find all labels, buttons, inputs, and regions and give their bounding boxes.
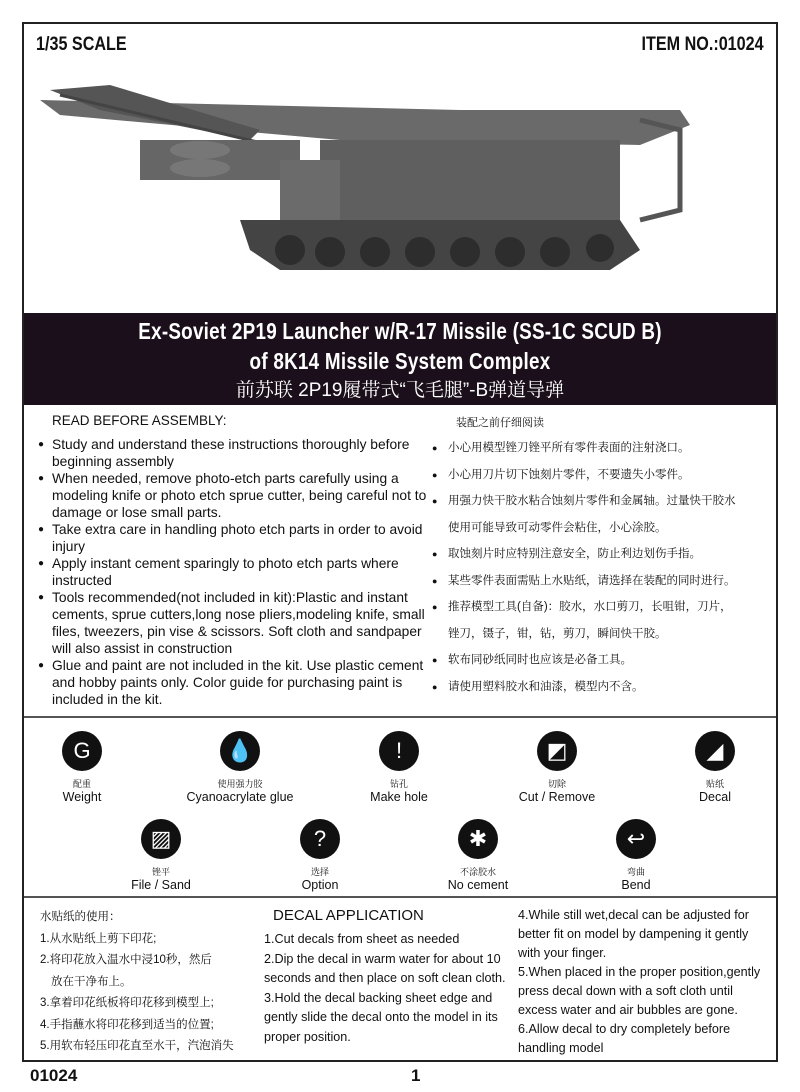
symbol-label-cn: 钻孔 xyxy=(389,779,408,789)
decal-steps-right xyxy=(518,906,773,1058)
list-item: ● 推荐模型工具(自备)：胶水，水口剪刀，长咀钳，刀片， xyxy=(432,594,772,621)
item-number: ITEM NO.:01024 xyxy=(641,34,764,55)
list-item: ● 用强力快干胶水粘合蚀刻片零件和金属轴。过量快干胶水 xyxy=(432,488,772,515)
list-item: ● 小心用刀片切下蚀刻片零件，不要遗失小零件。 xyxy=(432,462,772,489)
footer-item-number: 01024 xyxy=(30,1066,78,1085)
list-item: ● 小心用模型锉刀锉平所有零件表面的注射浇口。 xyxy=(432,435,772,462)
drill-icon: ! xyxy=(379,731,419,771)
launcher-vehicle-illustration xyxy=(40,70,740,290)
symbol-label: No cement xyxy=(447,878,509,892)
symbol-label-cn: 配重 xyxy=(72,779,91,789)
list-item: 3.拿着印花纸板将印花移到模型上; xyxy=(40,997,214,1009)
hole-symbol xyxy=(324,731,474,804)
bend-icon: ↩ xyxy=(616,819,656,859)
symbol-label-cn: 不涂胶水 xyxy=(459,867,496,877)
list-item: ● Glue and paint are not included in the kit. Use plastic cement and hobby paints only. Color guide for purchasing paint is included in the kit. xyxy=(38,657,428,708)
list-item: 4.手指蘸水将印花移到适当的位置; xyxy=(40,1018,214,1031)
list-item: ● Take extra care in handling photo etch parts in order to avoid injury xyxy=(38,521,428,555)
read-before-list xyxy=(38,436,428,708)
no-cement-icon: ✱ xyxy=(458,819,498,859)
question-icon: ? xyxy=(300,819,340,859)
list-item: 3.Hold the decal backing sheet edge and gently slide the decal onto the model in its proper position. xyxy=(264,990,498,1044)
decal-symbol xyxy=(640,731,790,804)
list-item: 5.用软布轻压印花直至水干，汽泡消失 xyxy=(40,1040,234,1052)
cut-symbol xyxy=(482,731,632,804)
list-item: 放在干净布上。 xyxy=(51,975,132,988)
symbol-label-cn: 使用强力胶 xyxy=(217,779,263,789)
decal-icon: ◢ xyxy=(695,731,735,771)
title-line-2: of 8K14 Missile System Complex xyxy=(249,348,551,374)
title-chinese: 前苏联 2P19履带式“飞毛腿”-B弹道导弹 xyxy=(235,380,565,401)
divider xyxy=(24,896,776,898)
list-item: ● When needed, remove photo-etch parts carefully using a modeling knife or photo etch sprue cutter, being careful not to damage or lose small parts. xyxy=(38,470,428,521)
list-item: 1.从水贴纸上剪下印花; xyxy=(40,932,157,945)
read-before-heading: READ BEFORE ASSEMBLY: xyxy=(52,413,227,428)
decal-steps-left xyxy=(264,930,514,1047)
list-item: 使用可能导致可动零件会粘住，小心涂胶。 xyxy=(448,521,667,534)
file-symbol xyxy=(86,819,236,892)
glue-drop-icon: 💧 xyxy=(220,731,260,771)
list-item: 1.Cut decals from sheet as needed xyxy=(264,932,460,946)
list-item: 4.While still wet,decal can be adjusted for better fit on model by dampening it gently with your finger. xyxy=(518,908,750,960)
list-item: ● Tools recommended(not included in kit):Plastic and instant cements, sprue cutters,long nose pliers,modeling knife, small files, tweezers, pin vise & scissors. Soft cloth and sandpaper will also assist in construction xyxy=(38,589,428,657)
symbol-label: Decal xyxy=(699,790,731,804)
file-icon: ▨ xyxy=(141,819,181,859)
weight-icon: G xyxy=(62,731,102,771)
scale-label: 1/35 SCALE xyxy=(36,34,127,55)
list-item: 2.Dip the decal in warm water for about 10 seconds and then place on soft clean cloth. xyxy=(264,951,506,985)
symbol-label-cn: 贴纸 xyxy=(705,779,724,789)
decal-heading-cn: 水贴纸的使用： xyxy=(40,911,121,923)
symbol-label: Weight xyxy=(62,790,102,804)
list-item: 锉刀，镊子，钳，钻，剪刀，瞬间快干胶。 xyxy=(448,627,667,640)
list-item: 6.Allow decal to dry completely before handling model xyxy=(518,1022,731,1055)
glue-symbol xyxy=(165,731,315,804)
list-item: ● Study and understand these instructions thoroughly before beginning assembly xyxy=(38,436,428,470)
symbol-label-cn: 选择 xyxy=(310,867,329,877)
symbol-label: Option xyxy=(301,878,339,892)
cut-icon: ◩ xyxy=(537,731,577,771)
read-before-heading-cn: 装配之前仔细阅读 xyxy=(456,417,544,429)
option-symbol xyxy=(245,819,395,892)
list-item: ● 请使用塑料胶水和油漆，模型内不含。 xyxy=(432,674,772,701)
list-item: 2.将印花放入温水中浸10秒，然后 xyxy=(40,954,212,966)
symbol-label-cn: 锉平 xyxy=(151,867,170,877)
symbol-label-cn: 切除 xyxy=(547,779,566,789)
weight-symbol xyxy=(7,731,157,804)
symbol-label: Cyanoacrylate glue xyxy=(186,790,294,804)
list-item: ● 取蚀刻片时应特别注意安全，防止利边划伤手指。 xyxy=(432,541,772,568)
symbol-label: Cut / Remove xyxy=(518,790,596,804)
title-banner xyxy=(24,313,776,405)
list-item: ● 软布同砂纸同时也应该是必备工具。 xyxy=(432,647,772,674)
list-item: 5.When placed in the proper position,gently press decal down with a soft cloth until excess water and air bubbles are gone. xyxy=(518,965,761,1017)
symbol-label: File / Sand xyxy=(131,878,191,892)
no-cement-symbol xyxy=(403,819,553,892)
page-number: 1 xyxy=(411,1066,421,1085)
symbol-label: Make hole xyxy=(370,790,428,804)
symbol-label-cn: 弯曲 xyxy=(626,867,645,877)
decal-heading: DECAL APPLICATION xyxy=(273,907,424,924)
symbol-label: Bend xyxy=(621,878,651,892)
read-before-list-cn xyxy=(432,435,772,700)
bend-symbol xyxy=(561,819,711,892)
title-line-1: Ex-Soviet 2P19 Launcher w/R-17 Missile (SS-1C SCUD B) xyxy=(138,318,662,344)
list-item: ● 某些零件表面需贴上水贴纸，请选择在装配的同时进行。 xyxy=(432,568,772,595)
divider xyxy=(24,716,776,718)
decal-instructions-cn xyxy=(40,907,234,1058)
list-item: ● Apply instant cement sparingly to photo etch parts where instructed xyxy=(38,555,428,589)
